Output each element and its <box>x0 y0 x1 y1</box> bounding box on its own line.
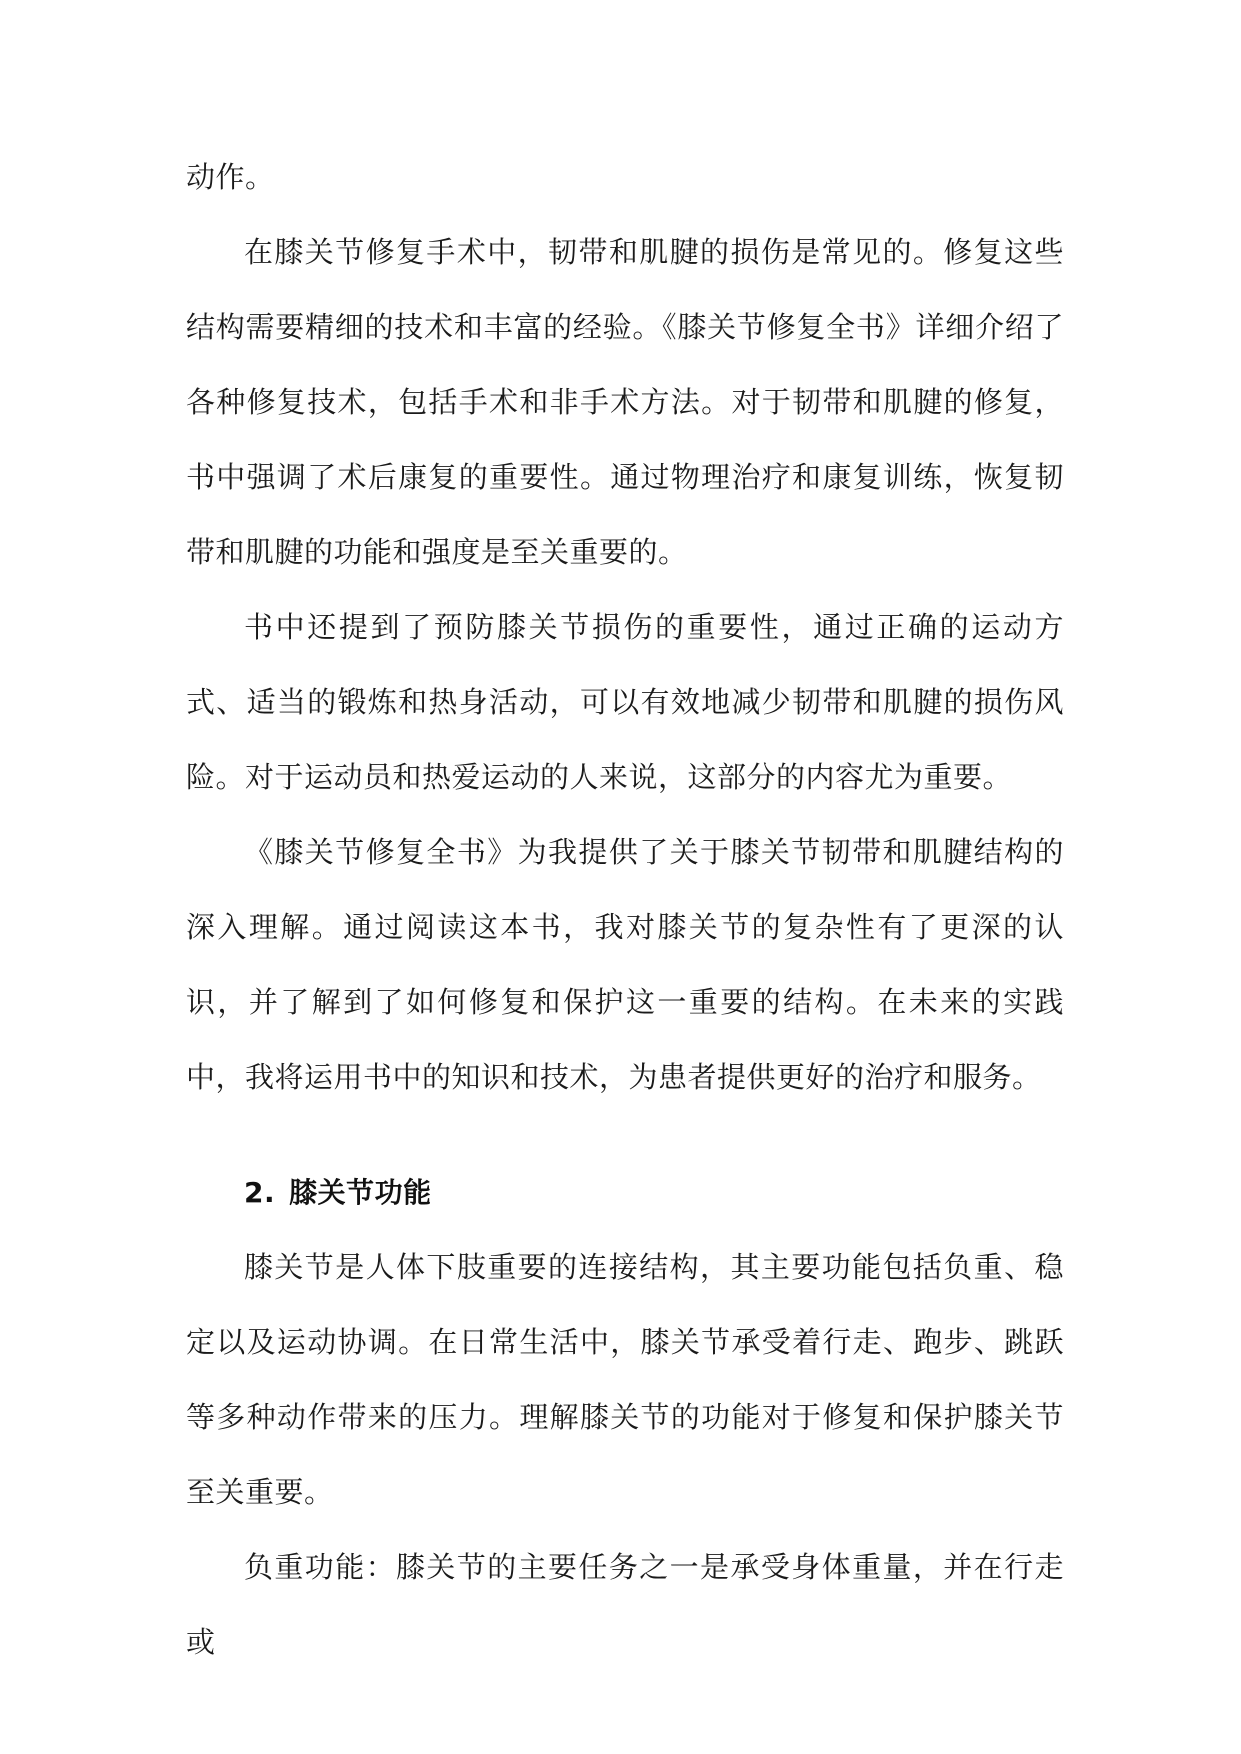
section-title: 膝关节功能 <box>289 1176 432 1209</box>
paragraph-continuation: 动作。 <box>186 160 275 194</box>
section-heading <box>186 1155 1064 1230</box>
paragraph-ligament-repair: 在膝关节修复手术中，韧带和肌腱的损伤是常见的。修复这些结构需要精细的技术和丰富的经验。《膝关节修复全书》详细介绍了各种修复技术，包括手术和非手术方法。对于韧带和肌腱的修复，书中强调了术后康复的重要性。通过物理治疗和康复训练，恢复韧带和肌腱的功能和强度是至关重要的。 <box>186 235 1064 569</box>
section-number: 2. <box>244 1176 276 1209</box>
paragraph-knee-function: 膝关节是人体下肢重要的连接结构，其主要功能包括负重、稳定以及运动协调。在日常生活中，膝关节承受着行走、跑步、跳跃等多种动作带来的压力。理解膝关节的功能对于修复和保护膝关节至关重要。 <box>186 1250 1064 1509</box>
document-body <box>186 140 1064 1680</box>
paragraph-injury-prevention: 书中还提到了预防膝关节损伤的重要性，通过正确的运动方式、适当的锻炼和热身活动，可以有效地减少韧带和肌腱的损伤风险。对于运动员和热爱运动的人来说，这部分的内容尤为重要。 <box>186 610 1064 794</box>
paragraph-weight-bearing: 负重功能：膝关节的主要任务之一是承受身体重量，并在行走或 <box>186 1550 1064 1659</box>
paragraph-book-summary: 《膝关节修复全书》为我提供了关于膝关节韧带和肌腱结构的深入理解。通过阅读这本书，我对膝关节的复杂性有了更深的认识，并了解到了如何修复和保护这一重要的结构。在未来的实践中，我将运用书中的知识和技术，为患者提供更好的治疗和服务。 <box>186 835 1064 1094</box>
